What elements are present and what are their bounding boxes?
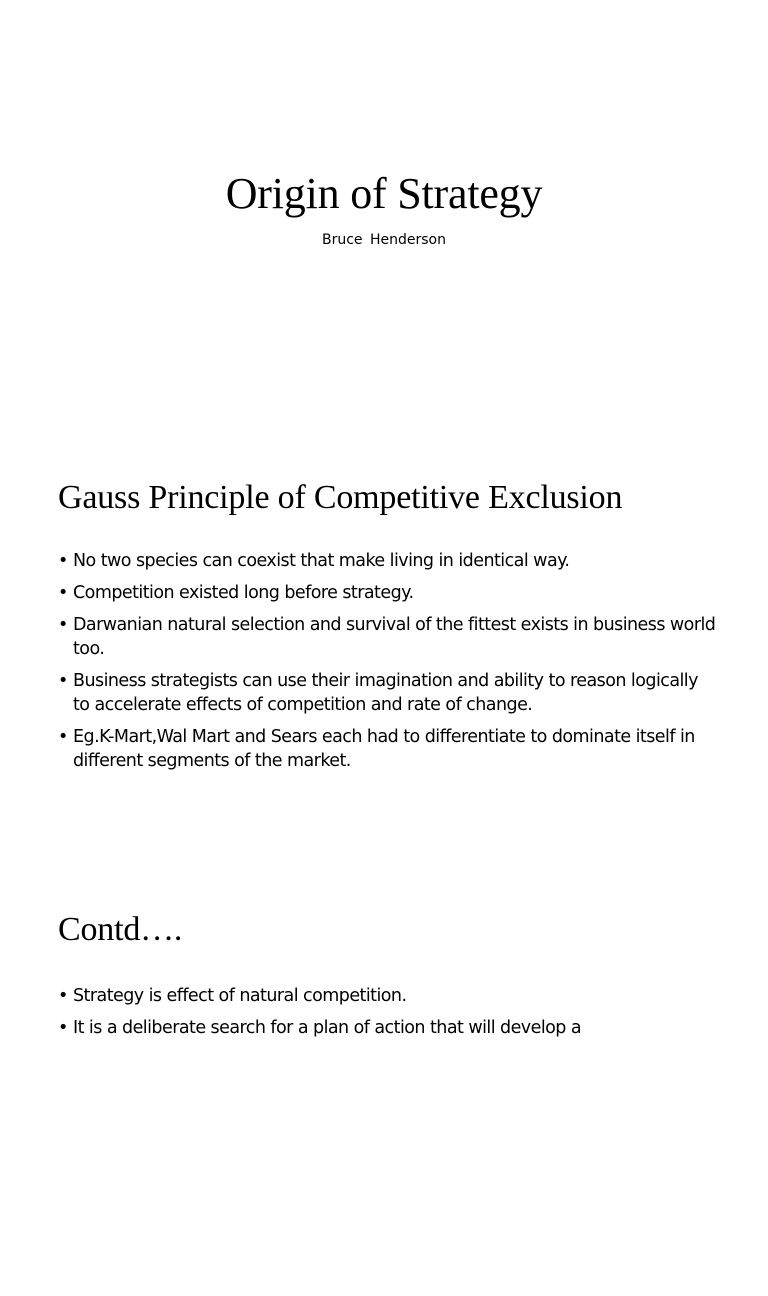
bullet-text: Business strategists can use their imagination and ability to reason logically to accelerate effects of competition and rate of change. — [73, 671, 698, 715]
gauss-principle-slide — [0, 432, 768, 864]
bullet-icon: • — [58, 615, 68, 635]
list-item — [56, 725, 716, 773]
bullet-text: Competition existed long before strategy. — [73, 583, 414, 603]
bullet-text: It is a deliberate search for a plan of action that will develop a — [73, 1018, 582, 1038]
title-slide — [0, 0, 768, 432]
list-item — [56, 1016, 716, 1040]
bullet-icon: • — [58, 986, 68, 1006]
slide-heading: Contd…. — [58, 911, 183, 948]
list-item — [56, 613, 716, 661]
list-item — [56, 669, 716, 717]
bullet-icon: • — [58, 727, 68, 747]
list-item — [56, 984, 716, 1008]
bullet-text: Strategy is effect of natural competition. — [73, 986, 407, 1006]
bullet-icon: • — [58, 671, 68, 691]
bullet-icon: • — [58, 551, 68, 571]
slide-heading: Gauss Principle of Competitive Exclusion — [58, 479, 623, 516]
slide-subtitle-author: Bruce Henderson — [322, 232, 446, 248]
bullet-icon: • — [58, 1018, 68, 1038]
list-item — [56, 581, 716, 605]
contd-slide — [0, 864, 768, 1296]
list-item — [56, 549, 716, 573]
bullet-list — [56, 549, 716, 781]
bullet-text: No two species can coexist that make living in identical way. — [73, 551, 570, 571]
slide-title: Origin of Strategy — [225, 169, 543, 218]
bullet-list — [56, 984, 716, 1048]
bullet-text: Eg.K-Mart,Wal Mart and Sears each had to differentiate to dominate itself in different segments of the market. — [73, 727, 695, 771]
bullet-text: Darwanian natural selection and survival of the fittest exists in business world too. — [73, 615, 716, 659]
bullet-icon: • — [58, 583, 68, 603]
